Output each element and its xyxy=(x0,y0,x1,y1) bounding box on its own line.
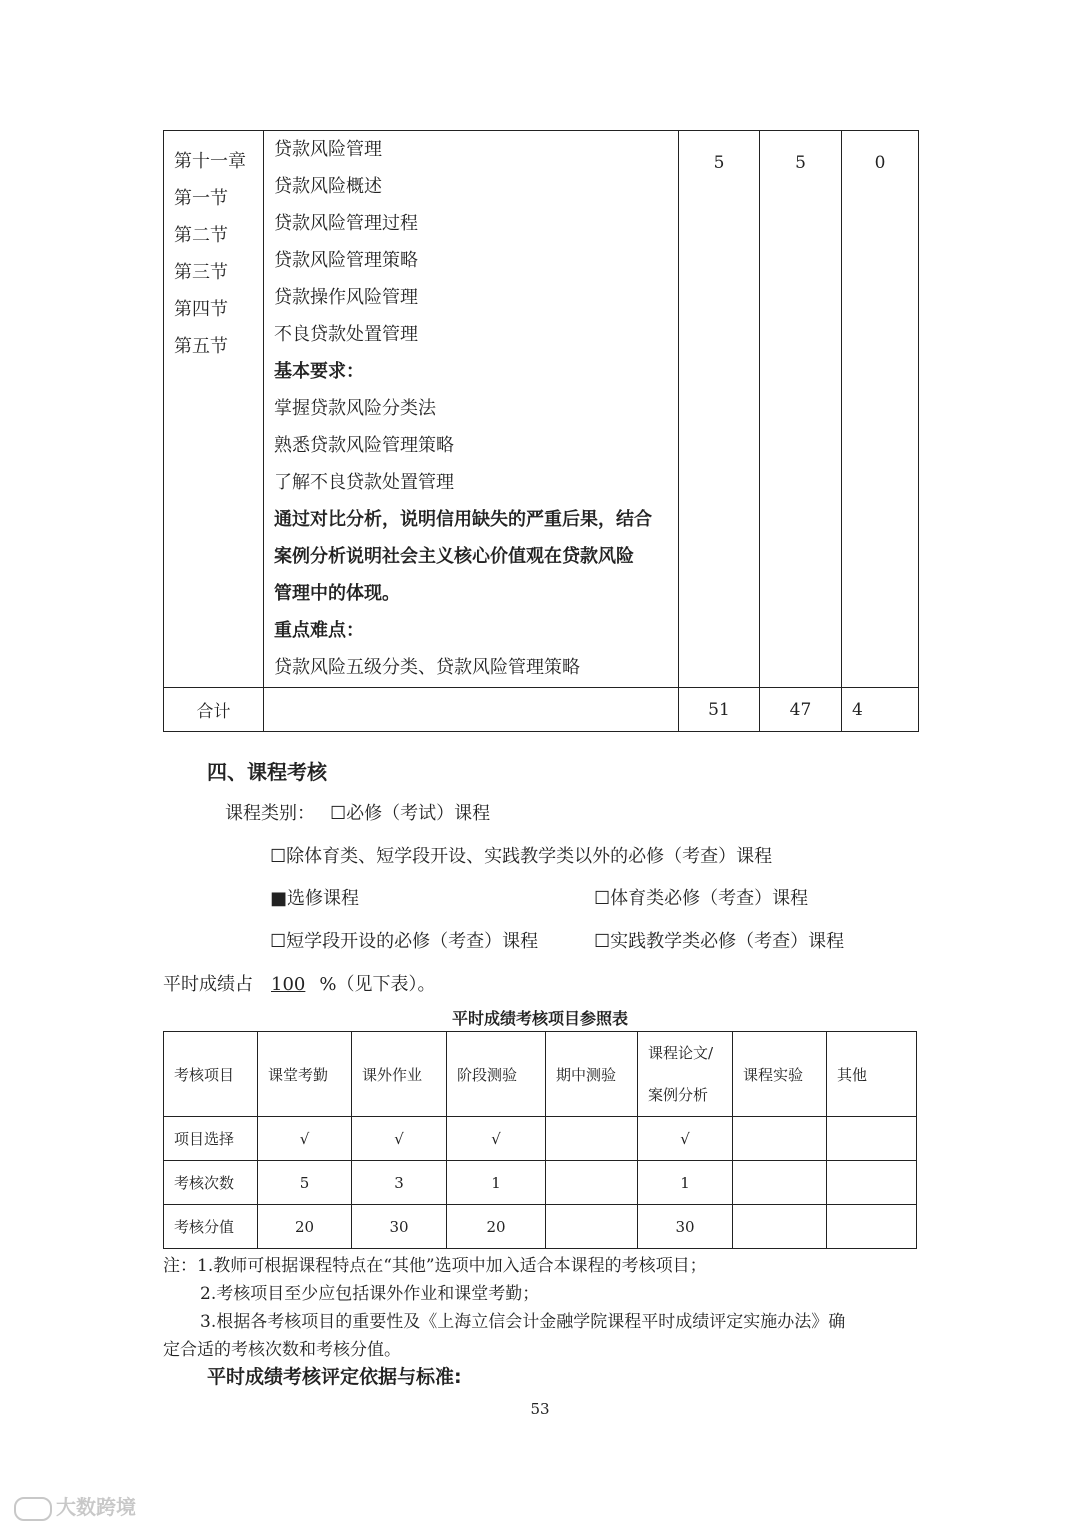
grade-header-cell xyxy=(546,1032,638,1117)
grade-cell: 5 xyxy=(258,1161,352,1205)
content-line: 案例分析说明社会主义核心价值观在贷款风险 xyxy=(274,546,634,567)
content-line: 重点难点： xyxy=(274,620,364,641)
regular-score-line xyxy=(163,970,435,996)
grade-header-cell xyxy=(447,1032,546,1117)
grade-cell: 3 xyxy=(352,1161,447,1205)
note-line-1: 注：1.教师可根据课程特点在“其他”选项中加入适合本课程的考核项目； xyxy=(163,1256,707,1276)
grade-header-row xyxy=(164,1032,917,1117)
hours-theory: 5 xyxy=(795,153,806,173)
grade-cell xyxy=(546,1161,638,1205)
grade-cell xyxy=(546,1117,638,1161)
grade-row-label: 项目选择 xyxy=(164,1117,258,1161)
grade-cell: √ xyxy=(447,1117,546,1161)
sum-label: 合计 xyxy=(164,688,264,732)
grade-header-cell xyxy=(258,1032,352,1117)
regular-score-prefix: 平时成绩占 xyxy=(163,974,253,995)
chapter-table xyxy=(163,130,919,732)
hours-practice: 0 xyxy=(874,153,886,173)
grade-cell: 30 xyxy=(638,1205,733,1249)
chapter-label: 第四节 xyxy=(174,299,228,320)
grade-row-label: 考核次数 xyxy=(164,1161,258,1205)
grade-cell xyxy=(546,1205,638,1249)
chapter-label: 第二节 xyxy=(174,225,228,246)
grade-cell xyxy=(733,1117,827,1161)
option-pe-required: ☐体育类必修（考查）课程 xyxy=(594,888,809,909)
option-required-exam: ☐必修（考试）课程 xyxy=(330,803,491,824)
watermark xyxy=(14,1491,136,1521)
grade-header-cell xyxy=(638,1032,733,1117)
grade-row xyxy=(164,1117,917,1161)
chapter-label: 第五节 xyxy=(174,336,228,357)
content-line: 贷款操作风险管理 xyxy=(274,287,418,308)
grade-table-title: 平时成绩考核项目参照表 xyxy=(451,1009,628,1028)
grade-cell xyxy=(827,1117,917,1161)
grade-cell: 30 xyxy=(352,1205,447,1249)
course-category-label: 课程类别： xyxy=(225,803,315,824)
sum-practice: 4 xyxy=(842,688,919,732)
grade-header-cell xyxy=(733,1032,827,1117)
grade-header-text: 其他 xyxy=(837,1065,868,1084)
grade-row-label: 考核分值 xyxy=(164,1205,258,1249)
chapter-label: 第一节 xyxy=(174,188,228,209)
chapter-label-list xyxy=(164,131,263,365)
option-short-term-required: ☐短学段开设的必修（考查）课程 xyxy=(270,931,539,952)
watermark-text: 大数跨境 xyxy=(56,1495,136,1519)
content-line: 贷款风险管理 xyxy=(274,139,382,160)
grade-table xyxy=(163,1031,917,1249)
content-line: 不良贷款处置管理 xyxy=(274,324,418,345)
grade-cell xyxy=(827,1205,917,1249)
grade-cell: 1 xyxy=(447,1161,546,1205)
content-line: 通过对比分析，说明信用缺失的严重后果，结合 xyxy=(274,509,652,530)
content-line: 管理中的体现。 xyxy=(274,583,400,604)
grade-row xyxy=(164,1205,917,1249)
section-heading: 四、课程考核 xyxy=(207,760,327,784)
chapter-label: 第三节 xyxy=(174,262,228,283)
chapter-content-cell xyxy=(264,131,679,688)
grade-cell: 20 xyxy=(258,1205,352,1249)
grade-header-line: 课程论文/ xyxy=(648,1044,714,1062)
grade-cell xyxy=(733,1161,827,1205)
hours-theory-cell xyxy=(760,131,842,688)
content-line: 了解不良贷款处置管理 xyxy=(274,472,454,493)
criteria-heading: 平时成绩考核评定依据与标准: xyxy=(207,1366,462,1388)
grade-header-text: 课程实验 xyxy=(743,1065,804,1084)
grade-header-cell xyxy=(352,1032,447,1117)
grade-header-cell xyxy=(164,1032,258,1117)
hours-practice-cell xyxy=(842,131,919,688)
grade-header-text: 期中测验 xyxy=(556,1065,617,1084)
grade-cell: 1 xyxy=(638,1161,733,1205)
sum-total: 51 xyxy=(679,688,760,732)
content-line: 掌握贷款风险分类法 xyxy=(274,398,436,419)
grade-cell xyxy=(733,1205,827,1249)
note-line-4: 定合适的考核次数和考核分值。 xyxy=(163,1340,401,1360)
content-line: 贷款风险管理策略 xyxy=(274,250,418,271)
content-line: 贷款风险管理过程 xyxy=(274,213,418,234)
grade-header-text: 考核项目 xyxy=(174,1065,235,1084)
grade-row xyxy=(164,1161,917,1205)
hours-total: 5 xyxy=(713,153,725,173)
regular-score-value: 100 xyxy=(271,974,306,995)
chapter-label: 第十一章 xyxy=(174,151,246,172)
option-practice-required: ☐实践教学类必修（考查）课程 xyxy=(594,931,845,952)
note-line-3: 3.根据各考核项目的重要性及《上海立信会计金融学院课程平时成绩评定实施办法》确 xyxy=(200,1312,846,1332)
chapter-label-cell xyxy=(164,131,264,688)
content-line: 熟悉贷款风险管理策略 xyxy=(274,435,454,456)
watermark-logo-icon xyxy=(14,1497,52,1521)
grade-header-text: 课堂考勤 xyxy=(268,1065,329,1084)
grade-header-line: 案例分析 xyxy=(648,1086,709,1104)
page-number: 53 xyxy=(530,1400,550,1418)
content-line: 基本要求： xyxy=(274,361,364,382)
option-elective: ■选修课程 xyxy=(270,888,360,909)
option-required-check-other: ☐除体育类、短学段开设、实践教学类以外的必修（考查）课程 xyxy=(270,846,773,867)
sum-empty-cell xyxy=(264,688,679,732)
grade-header-text: 阶段测验 xyxy=(457,1065,518,1084)
content-line: 贷款风险五级分类、贷款风险管理策略 xyxy=(274,657,580,678)
grade-cell: √ xyxy=(258,1117,352,1161)
grade-cell xyxy=(827,1161,917,1205)
content-line: 贷款风险概述 xyxy=(274,176,382,197)
note-line-2: 2.考核项目至少应包括课外作业和课堂考勤； xyxy=(200,1284,540,1304)
regular-score-suffix: %（见下表）。 xyxy=(319,974,436,995)
grade-cell: √ xyxy=(352,1117,447,1161)
grade-header-cell xyxy=(827,1032,917,1117)
grade-cell: √ xyxy=(638,1117,733,1161)
sum-theory: 47 xyxy=(760,688,842,732)
hours-total-cell xyxy=(679,131,760,688)
grade-header-text: 课外作业 xyxy=(362,1065,423,1084)
chapter-content-list xyxy=(264,131,678,686)
grade-cell: 20 xyxy=(447,1205,546,1249)
